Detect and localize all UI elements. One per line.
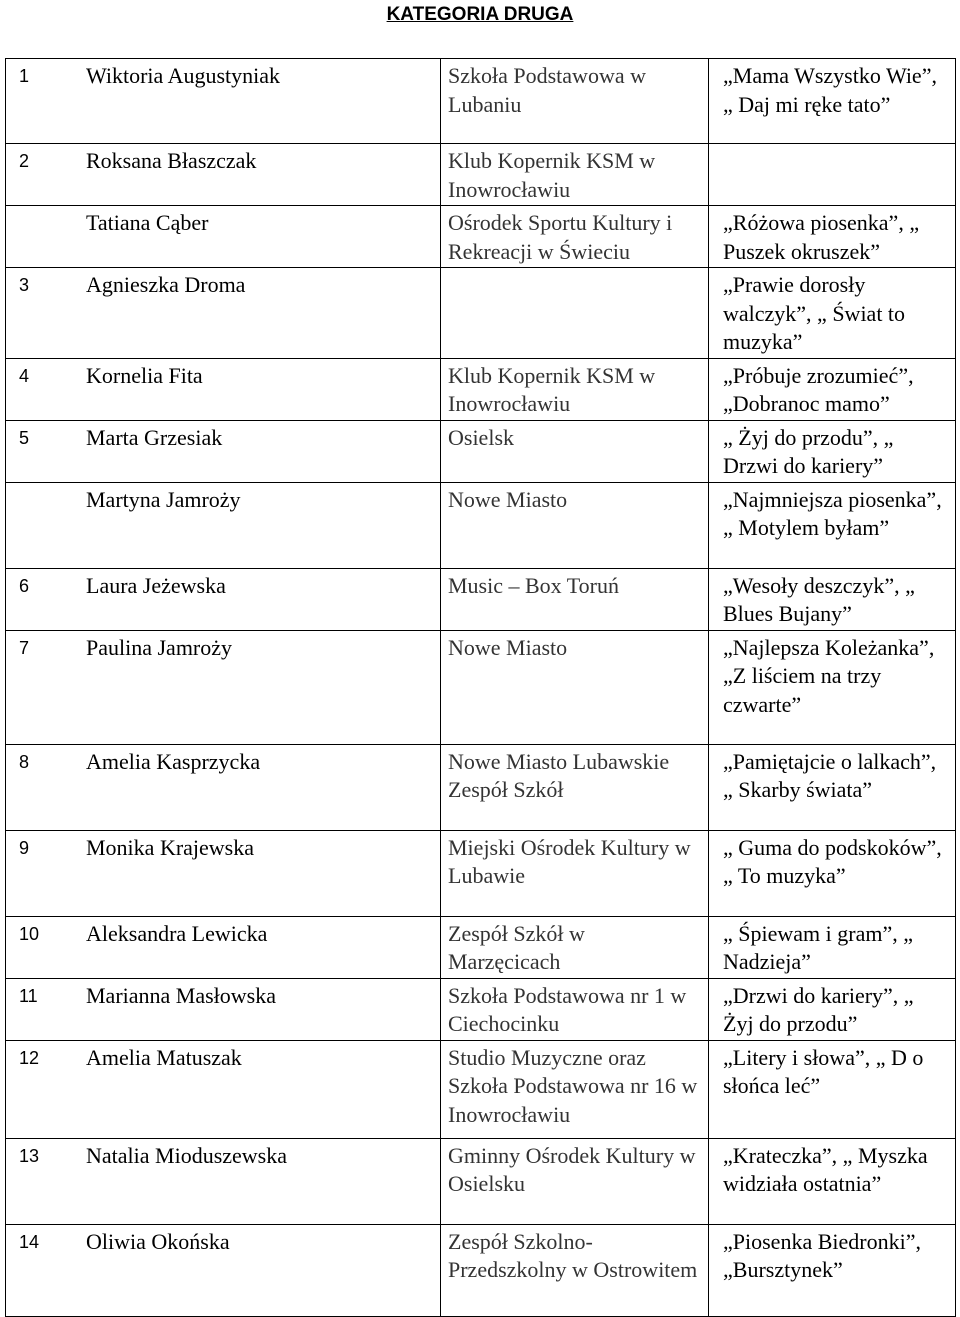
table-row [6,630,956,744]
institution-cell [441,1224,709,1316]
participant-number: 14 [19,1231,40,1252]
participant-number: 6 [19,575,30,596]
institution-name: Miejski Ośrodek Kultury w Lubawie [448,834,691,888]
participant-name: Paulina Jamroży [86,634,233,660]
participant-cell [6,1040,441,1138]
participant-cell [6,482,441,568]
institution-cell [441,144,709,206]
table-row [6,144,956,206]
participant-number: 9 [19,837,30,858]
institution-name: Studio Muzyczne oraz Szkoła Podstawowa nr 16 w Inowrocławiu [448,1044,698,1127]
participant-number: 1 [19,66,30,86]
participant-name: Aleksandra Lewicka [86,920,268,946]
participant-cell [6,358,441,420]
participant-number: 2 [19,151,30,171]
participant-name: Agnieszka Droma [86,272,246,297]
participant-name: Wiktoria Augustyniak [86,63,281,88]
participant-name: Roksana Błaszczak [86,148,257,173]
table-row [6,420,956,482]
song-titles: „ Śpiewam i gram”, „ Nadzieja” [723,920,913,974]
institution-cell [441,482,709,568]
participant-cell [6,744,441,830]
participant-number: 8 [19,751,30,772]
institution-name: Klub Kopernik KSM w Inowrocławiu [448,362,656,416]
songs-cell [709,1040,956,1138]
participant-name: Marianna Masłowska [86,982,277,1008]
participant-cell [6,630,441,744]
table-row [6,206,956,268]
institution-cell [441,358,709,420]
songs-cell [709,268,956,359]
participant-cell [6,206,441,268]
songs-cell [709,144,956,206]
song-titles: „ Żyj do przodu”, „ Drzwi do kariery” [723,424,894,478]
institution-name: Osielsk [448,424,514,450]
institution-cell [441,916,709,978]
table-row [6,1224,956,1316]
participant-number: 12 [19,1047,40,1068]
participant-name: Marta Grzesiak [86,424,223,450]
participant-cell [6,1138,441,1224]
participant-number: 11 [19,985,38,1006]
songs-cell [709,206,956,268]
song-titles: „ Guma do podskoków”, „ To muzyka” [723,834,942,888]
participant-name: Tatiana Cąber [86,210,209,235]
songs-cell [709,358,956,420]
table-row [6,268,956,359]
songs-cell [709,1224,956,1316]
participant-cell [6,916,441,978]
institution-name: Szkoła Podstawowa nr 1 w Ciechocinku [448,982,687,1036]
table-row [6,744,956,830]
institution-cell [441,59,709,144]
participant-cell [6,59,441,144]
songs-cell [709,916,956,978]
songs-cell [709,1138,956,1224]
song-titles: „Litery i słowa”, „ D o słońca leć” [723,1044,924,1098]
song-titles: „Pamiętajcie o lalkach”, „ Skarby świata” [723,748,937,802]
participant-number: 5 [19,427,30,448]
songs-cell [709,59,956,144]
songs-cell [709,978,956,1040]
institution-name: Zespół Szkół w Marzęcicach [448,920,585,974]
institution-name: Szkoła Podstawowa w Lubaniu [448,63,646,117]
table-row [6,358,956,420]
institution-cell [441,630,709,744]
participants-table [5,58,956,1317]
table-row [6,568,956,630]
table-row [6,1040,956,1138]
participant-name: Martyna Jamroży [86,486,241,512]
song-titles: „Najlepsza Koleżanka”, „Z liściem na trzy czwarte” [723,634,935,717]
songs-cell [709,420,956,482]
song-titles: „Wesoły deszczyk”, „ Blues Bujany” [723,572,915,626]
participant-cell [6,144,441,206]
participant-number [19,486,86,515]
songs-cell [709,568,956,630]
participant-name: Kornelia Fita [86,362,203,388]
institution-name: Nowe Miasto [448,634,568,660]
table-row [6,916,956,978]
song-titles: „Najmniejsza piosenka”, „ Motylem byłam” [723,486,942,540]
participant-cell [6,978,441,1040]
institution-name: Nowe Miasto Lubawskie Zespół Szkół [448,748,670,802]
institution-cell [441,268,709,359]
participant-cell [6,568,441,630]
institution-cell [441,978,709,1040]
participant-name: Amelia Matuszak [86,1044,242,1070]
participant-name: Monika Krajewska [86,834,255,860]
song-titles: „Krateczka”, „ Myszka widziała ostatnia” [723,1142,928,1196]
table-row [6,482,956,568]
institution-cell [441,1040,709,1138]
participant-cell [6,268,441,359]
participant-number: 7 [19,637,30,658]
song-titles [709,144,955,148]
song-titles: „Mama Wszystko Wie”, „ Daj mi ręke tato” [723,63,937,117]
institution-cell [441,420,709,482]
participant-cell [6,1224,441,1316]
participant-name: Amelia Kasprzycka [86,748,261,774]
institution-name: Klub Kopernik KSM w Inowrocławiu [448,148,656,202]
participant-name: Natalia Mioduszewska [86,1142,287,1168]
participant-number: 13 [19,1145,40,1166]
song-titles: „Prawie dorosły walczyk”, „ Świat to muzyka” [723,272,906,354]
participant-number: 3 [19,275,30,295]
participant-name: Oliwia Okońska [86,1228,230,1254]
institution-cell [441,830,709,916]
songs-cell [709,630,956,744]
participant-cell [6,830,441,916]
songs-cell [709,744,956,830]
institution-name: Zespół Szkolno-Przedszkolny w Ostrowitem [448,1228,698,1282]
participant-cell [6,420,441,482]
song-titles: „Różowa piosenka”, „ Puszek okruszek” [723,210,920,264]
institution-name: Nowe Miasto [448,486,568,512]
institution-name [441,268,708,272]
participants-table-body [6,59,956,1317]
institution-cell [441,206,709,268]
institution-name: Music – Box Toruń [448,572,620,598]
table-row [6,1138,956,1224]
table-row [6,59,956,144]
institution-cell [441,568,709,630]
table-row [6,978,956,1040]
participant-number [19,209,86,238]
participant-name: Laura Jeżewska [86,572,226,598]
institution-name: Ośrodek Sportu Kultury i Rekreacji w Świeciu [448,210,673,264]
institution-cell [441,744,709,830]
participant-number: 10 [19,923,40,944]
table-row [6,830,956,916]
page-title: KATEGORIA DRUGA [386,4,574,25]
song-titles: „Próbuje zrozumieć”, „Dobranoc mamo” [723,362,914,416]
participant-number: 4 [19,365,30,386]
song-titles: „Drzwi do kariery”, „ Żyj do przodu” [723,982,914,1036]
songs-cell [709,830,956,916]
songs-cell [709,482,956,568]
institution-cell [441,1138,709,1224]
institution-name: Gminny Ośrodek Kultury w Osielsku [448,1142,696,1196]
song-titles: „Piosenka Biedronki”, „Bursztynek” [723,1228,921,1282]
